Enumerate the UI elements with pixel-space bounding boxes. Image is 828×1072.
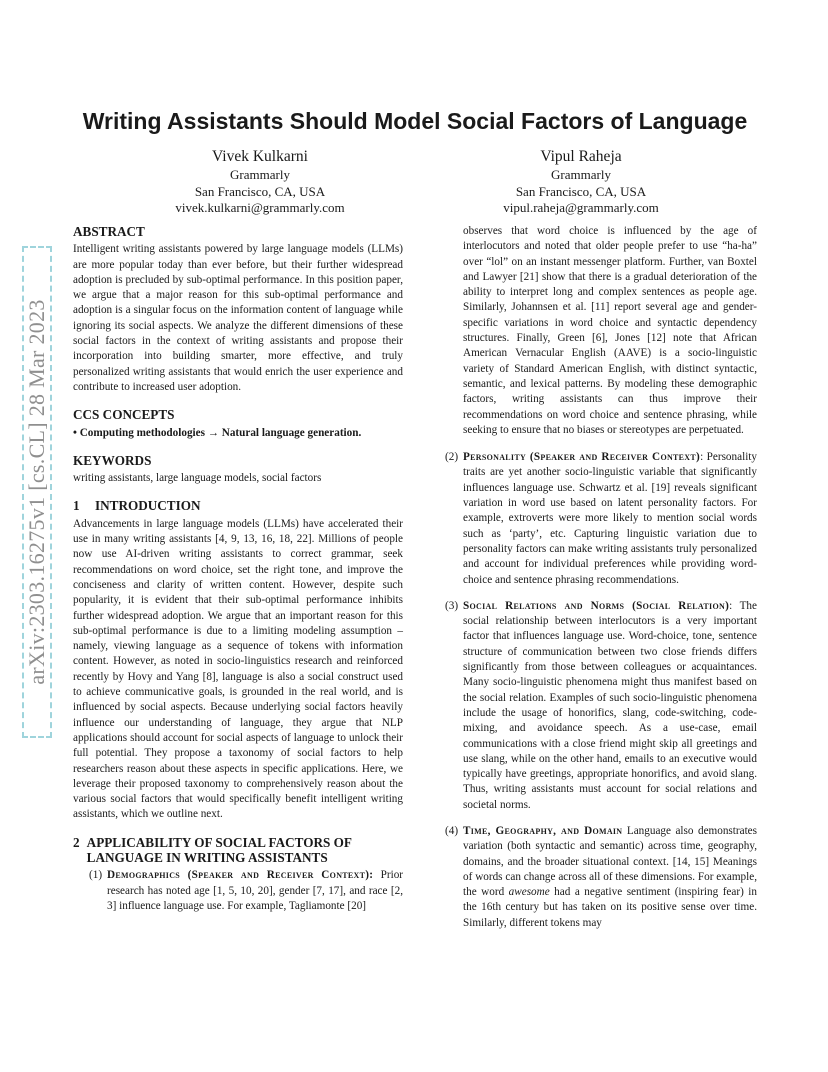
item-text: Prior research has noted age [1, 5, 10, 20], gender [7, 17], and race [2, 3] influence language use. For example, Tagliamonte [20] <box>107 869 404 912</box>
factor-list <box>445 450 757 931</box>
ccs-section <box>73 407 403 441</box>
keywords-section <box>73 453 403 487</box>
arxiv-watermark <box>22 246 52 738</box>
author-location: San Francisco, CA, USA <box>515 183 647 199</box>
section-title: APPLICABILITY OF SOCIAL FACTORS OF LANGUAGE IN WRITING ASSISTANTS <box>86 834 352 865</box>
item-number: (2) <box>445 451 459 464</box>
list-item <box>445 824 757 931</box>
author-name: Vipul Raheja <box>540 148 622 165</box>
factor-list <box>89 868 403 914</box>
italic-word: awesome <box>508 886 550 899</box>
section-number: 2 <box>73 834 80 850</box>
author-name: Vivek Kulkarni <box>212 148 308 165</box>
intro-text: Advancements in large language models (LLMs) have accelerated their use in many writing assistants [4, 9, 13, 16, 18, 22]. Millions of people now use AI-driven writing assistants to correct grammar, seek recommendations on word choice, set the right tone, and improve the conciseness and clarity of written content. However, despite such popularity, it is evident that their sub-optimal performance inhibits further widespread adoption. We argue that an important reason for this sub-optimal performance is due to a limiting modeling assumption – namely, viewing language as a sequence of tokens with information content. However, as noted in socio-linguistics research and reinforced recently by Hovy and Yang [8], language is also a social construct used to achieve communicative goals, is grounded in the real world, and is influenced by social aspects. Because underlying social factors heavily influence our understanding of language, they argue that NLP applications should account for social aspects of language to unlock their full potential. They propose a taxonomy of social factors to help researchers reason about these aspects in specific applications. Here, we leverage their proposed taxonomy to comprehensively reason about the various social factors that would specifically benefit intelligent writing assistants, which we outline next. <box>73 517 403 821</box>
abstract-section <box>73 224 403 395</box>
item-number: (4) <box>445 824 459 837</box>
ccs-heading: CCS CONCEPTS <box>73 407 175 423</box>
continued-text: observes that word choice is influenced by the age of interlocutors and noted that older people prefer to use “ha-ha” over “lol” on an instant messenger platform. Further, van Boxtel and Lawyer [21] show that there is a gradual deterioration of the ability to interpret long and complex sentences as people age. Similarly, Johannsen et al. [11] report several age and gender-specific variations in word choice and syntactic dependency structures. Finally, Green [6], Jones [12] note that African American Vernacular English (AAVE) is a socio-linguistic variety of Standard American English, with distinct syntactic, semantic, and lexical patterns. By modeling these demographic factors, writing assistants can thus improve their recommendations on word choice and sentence phrasing, while seeking to ensure that no biases or stereotypes are perpetuated. <box>463 225 757 436</box>
ccs-text: • Computing methodologies → Natural language generation. <box>73 426 362 439</box>
arxiv-id: arXiv:2303.16275v1 [cs.CL] 28 Mar 2023 <box>24 299 49 685</box>
intro-heading <box>73 498 403 513</box>
author-block <box>431 147 731 217</box>
keywords-heading: KEYWORDS <box>73 452 152 468</box>
item-text-a: Language also demonstrates variation (both syntactic and semantic) across time, geography, domains, and the broader situational context. [14, 15] Meanings of words can change across all of these dimensions. For example, the word <box>463 824 757 899</box>
author-affiliation: Grammarly <box>230 167 290 182</box>
item-title: Personality (Speaker and Receiver Context) <box>463 451 701 464</box>
item-text-b: had a negative sentiment (inspiring fear) in the 16th century but has taken on its positive sense over time. Similarly, different tokens may <box>463 886 758 929</box>
author-email: vivek.kulkarni@grammarly.com <box>175 200 345 215</box>
introduction-section <box>73 498 403 822</box>
item-number: (3) <box>445 599 459 612</box>
item-title: Social Relations and Norms (Social Relation) <box>463 599 730 612</box>
author-email: vipul.raheja@grammarly.com <box>503 200 659 215</box>
item-title: Time, Geography, and Domain <box>463 824 623 837</box>
section2-heading <box>73 835 403 866</box>
abstract-heading: ABSTRACT <box>73 224 145 239</box>
author-location: San Francisco, CA, USA <box>194 183 326 199</box>
right-column <box>445 224 757 942</box>
section-number: 1 <box>73 498 80 514</box>
author-block <box>110 147 410 217</box>
section-title: INTRODUCTION <box>95 498 201 514</box>
list-item <box>445 599 757 813</box>
item-text: : Personality traits are yet another socio-linguistic variable that significantly influences language use. Schwartz et al. [19] reveals significant variation in word use based on latent personality factors. For example, extroverts were more likely to mention social words such as ‘party’, etc. Capturing linguistic variation due to personality factors can make writing assistants truly personalized and account for individual preferences while providing word-choice and sentence phrasing recommendations. <box>463 451 758 586</box>
left-column <box>73 224 403 926</box>
item-title: Demographics (Speaker and Receiver Context): <box>107 869 374 882</box>
keywords-text: writing assistants, large language models, social factors <box>73 472 322 485</box>
paper-title: Writing Assistants Should Model Social Factors of Language <box>82 108 748 134</box>
list-item <box>89 868 403 914</box>
item-number: (1) <box>89 869 103 882</box>
abstract-text: Intelligent writing assistants powered by large language models (LLMs) are more popular today than ever before, but their further widespread adoption is precluded by sub-optimal performance. In this position paper, we argue that a major reason for this sub-optimal performance and adoption is a singular focus on the information content of language while ignoring its social aspects. We analyze the different dimensions of these social factors in the context of writing assistants and propose their incorporation into building smarter, more effective, and truly personalized writing assistants that would enrich the user experience and contribute to increased user adoption. <box>73 243 403 393</box>
author-affiliation: Grammarly <box>551 167 611 182</box>
list-item <box>445 450 757 588</box>
section-2 <box>73 835 403 914</box>
item-text: : The social relationship between interlocutors is a very important factor that influences language use. Word-choice, tone, sentence structure of communication between two close friends differs significantly from those between colleagues or acquaintances. Many socio-linguistic phenomena might thus manifest based on the social relation. Examples of such socio-linguistic phenomena include the usage of honorifics, slang, code-switching, code-mixing, and avoidance speech. As a use-case, email communications with a close friend might skip all greetings and use slang, while on the other hand, emails to an executive would typically have greetings, appropriate honorifics, and avoid slang. Thus, writing assistants must account for social relations and societal norms. <box>463 599 757 811</box>
